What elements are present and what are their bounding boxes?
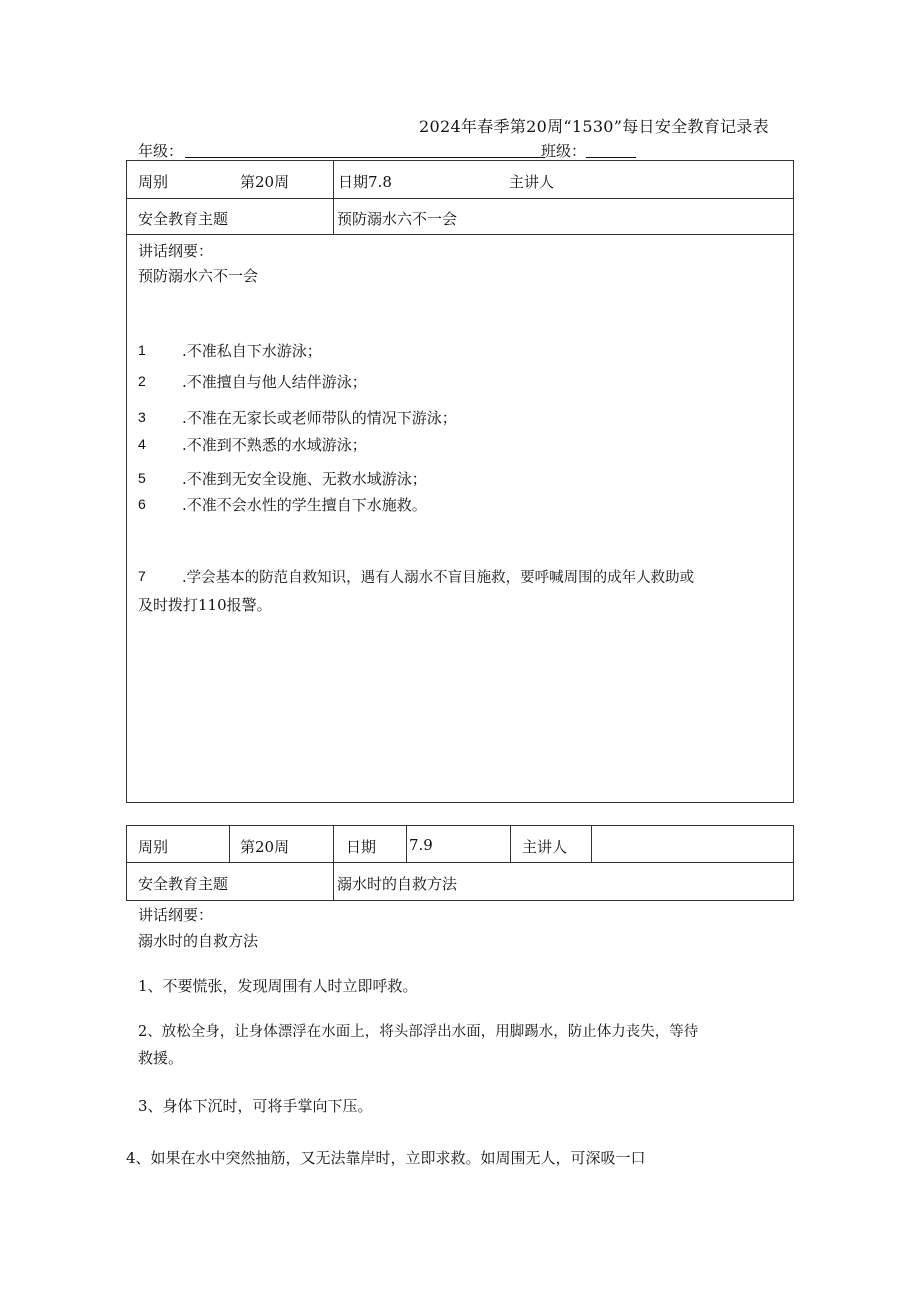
table1-row-divider-2 <box>126 234 794 235</box>
week-label: 周别 <box>138 173 169 191</box>
topic-label: 安全教育主题 <box>138 875 229 893</box>
item-number: 7 <box>138 568 146 584</box>
date-label: 日期 <box>338 173 369 191</box>
class-field <box>541 140 636 161</box>
grade-underline <box>185 157 545 158</box>
outline-label: 讲话纲要： <box>138 242 214 260</box>
table2-col-divider-1 <box>229 825 230 863</box>
week-value: 第20周 <box>240 173 290 191</box>
list-item: .不准在无家长或老师带队的情况下游泳； <box>182 409 457 427</box>
outline-label: 讲话纲要： <box>138 906 214 924</box>
table2-col-divider-4 <box>510 825 511 863</box>
grade-field <box>138 140 545 161</box>
date-field <box>338 171 392 192</box>
date-label: 日期 <box>346 838 377 856</box>
item-number: 4 <box>138 436 146 452</box>
table2-col-divider-5 <box>591 825 592 863</box>
week-value: 第20周 <box>240 838 290 856</box>
paragraph-continuation: 救援。 <box>138 1049 184 1067</box>
outline-title: 溺水时的自救方法 <box>138 932 259 950</box>
class-underline <box>586 157 636 158</box>
list-item: .不准到不熟悉的水域游泳； <box>182 436 367 454</box>
list-item: .不准不会水性的学生擅自下水施救。 <box>182 496 427 514</box>
list-item: .不准擅自与他人结伴游泳； <box>182 373 367 391</box>
date-value: 7.8 <box>368 173 392 191</box>
outline-title: 预防溺水六不一会 <box>138 267 259 285</box>
topic-value: 溺水时的自救方法 <box>337 875 458 893</box>
item-number: 6 <box>138 496 146 512</box>
class-label: 班级： <box>541 142 587 160</box>
item-number: 1 <box>138 342 146 358</box>
table2-col-divider-3 <box>406 825 407 863</box>
page-title: 2024年春季第20周“1530”每日安全教育记录表 <box>419 117 769 136</box>
topic-label: 安全教育主题 <box>138 210 229 228</box>
table2-col-divider-2 <box>333 825 334 901</box>
table2-row-divider <box>126 862 794 863</box>
item-number: 2 <box>138 373 146 389</box>
table1-col-divider <box>333 160 334 235</box>
date-value: 7.9 <box>409 836 433 854</box>
speaker-label: 主讲人 <box>509 173 555 191</box>
paragraph: 1、不要慌张，发现周围有人时立即呼救。 <box>138 977 418 995</box>
list-item: .不准私自下水游泳； <box>182 342 322 360</box>
topic-value: 预防溺水六不一会 <box>337 210 458 228</box>
list-item: .不准到无安全设施、无救水域游泳； <box>182 470 427 488</box>
week-label: 周别 <box>138 838 169 856</box>
speaker-label: 主讲人 <box>522 838 568 856</box>
list-item-continuation: 及时拨打110报警。 <box>138 596 272 614</box>
paragraph: 2、放松全身，让身体漂浮在水面上，将头部浮出水面，用脚踢水，防止体力丧失，等待 <box>138 1024 699 1040</box>
paragraph: 4、如果在水中突然抽筋，又无法靠岸时，立即求救。如周围无人，可深吸一口 <box>126 1149 646 1167</box>
table1-row-divider-1 <box>126 198 794 199</box>
item-number: 3 <box>138 409 146 425</box>
item-number: 5 <box>138 470 146 486</box>
grade-label: 年级： <box>138 142 184 160</box>
list-item: .学会基本的防范自救知识，遇有人溺水不盲目施救，要呼喊周围的成年人救助或 <box>182 570 695 586</box>
paragraph: 3、身体下沉时，可将手掌向下压。 <box>138 1097 373 1115</box>
